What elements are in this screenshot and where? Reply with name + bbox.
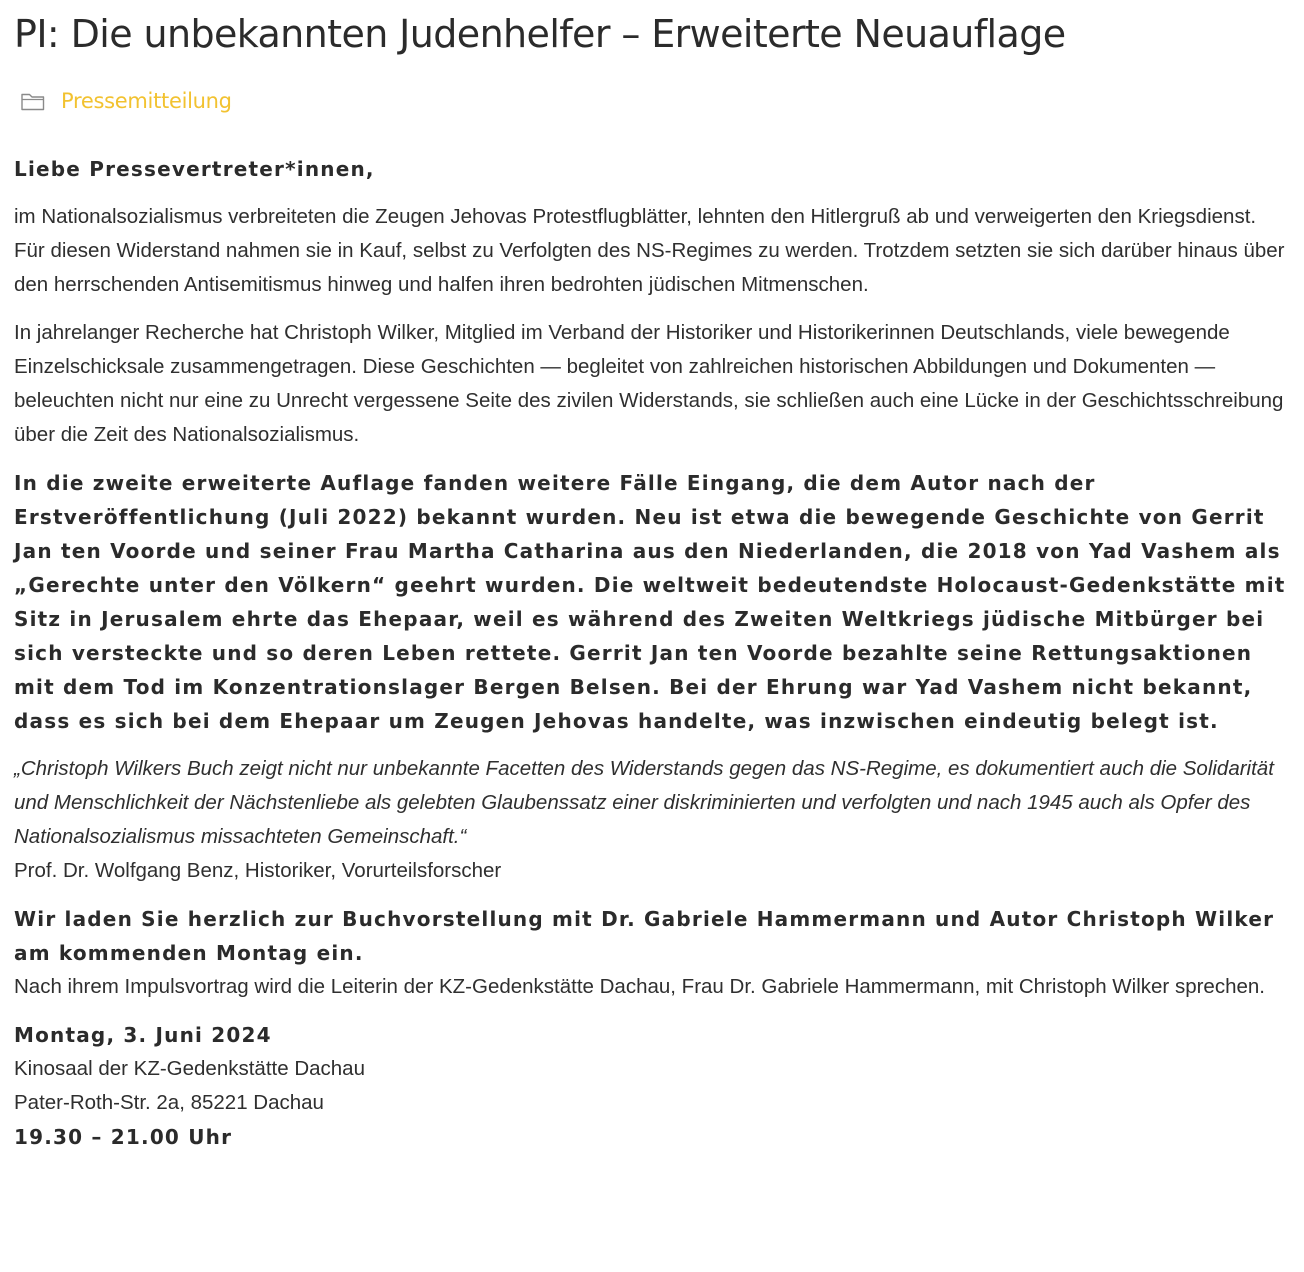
category-link-pressemitteilung[interactable]: Pressemitteilung (61, 89, 232, 113)
salutation: Liebe Pressevertreter*innen, (14, 157, 375, 181)
paragraph-intro: im Nationalsozialismus verbreiteten die Zeugen Jehovas Protestflugblätter, lehnten den Hitlergruß ab und verweigerten den Kriegsdienst. Für diesen Widerstand nahmen sie in Kauf, selbst zu Verfolgten des NS-Regimes zu werden. Trotzdem setzten sie sich darüber hinaus über den herrschenden Antisemitismus hinweg und halfen ihren bedrohten jüdischen Mitmenschen. (14, 205, 1285, 296)
category-meta (14, 86, 1290, 116)
event-venue: Kinosaal der KZ-Gedenkstätte Dachau (14, 1057, 365, 1080)
invitation-text: Nach ihrem Impulsvortrag wird die Leiterin der KZ-Gedenkstätte Dachau, Frau Dr. Gabriele Hammermann, mit Christoph Wilker sprechen. (14, 975, 1265, 998)
quote-author: Prof. Dr. Wolfgang Benz, Historiker, Vorurteilsforscher (14, 859, 502, 882)
event-date: Montag, 3. Juni 2024 (14, 1023, 272, 1047)
quote-block (14, 752, 1290, 888)
invitation-block (14, 902, 1290, 1004)
invitation-heading: Wir laden Sie herzlich zur Buchvorstellung mit Dr. Gabriele Hammermann und Autor Christoph Wilker am kommenden Montag ein. (14, 907, 1275, 965)
paragraph-research: In jahrelanger Recherche hat Christoph Wilker, Mitglied im Verband der Historiker und Historikerinnen Deutschlands, viele bewegende Einzelschicksale zusammengetragen. Diese Geschichten — begleitet von zahlreichen historischen Abbildungen und Dokumenten — beleuchten nicht nur eine zu Unrecht vergessene Seite des zivilen Widerstands, sie schließen auch eine Lücke in der Geschichtsschreibung über die Zeit des Nationalsozialismus. (14, 321, 1284, 446)
event-address: Pater-Roth-Str. 2a, 85221 Dachau (14, 1091, 324, 1114)
folder-icon (20, 90, 46, 112)
page-title: PI: Die unbekannten Judenhelfer – Erweiterte Neuauflage (14, 12, 1066, 56)
event-details (14, 1018, 1290, 1154)
quote-text: „Christoph Wilkers Buch zeigt nicht nur unbekannte Facetten des Widerstands gegen das NS-Regime, es dokumentiert auch die Solidarität und Menschlichkeit der Nächstenliebe als gelebten Glaubenssatz einer diskriminierten und verfolgten und nach 1945 auch als Opfer des Nationalsozialismus missachteten Gemeinschaft.“ (14, 757, 1274, 848)
paragraph-new-edition: In die zweite erweiterte Auflage fanden weitere Fälle Eingang, die dem Autor nach der Erstveröffentlichung (Juli 2022) bekannt wurden. Neu ist etwa die bewegende Geschichte von Gerrit Jan ten Voorde und seiner Frau Martha Catharina aus den Niederlanden, die 2018 von Yad Vashem als „Gerechte unter den Völkern“ geehrt wurden. Die weltweit bedeutendste Holocaust-Gedenkstätte mit Sitz in Jerusalem ehrte das Ehepaar, weil es während des Zweiten Weltkriegs jüdische Mitbürger bei sich versteckte und so deren Leben rettete. Gerrit Jan ten Voorde bezahlte seine Rettungsaktionen mit dem Tod im Konzentrationslager Bergen Belsen. Bei der Ehrung war Yad Vashem nicht bekannt, dass es sich bei dem Ehepaar um Zeugen Jehovas handelte, was inzwischen eindeutig belegt ist. (14, 471, 1286, 733)
event-time: 19.30 – 21.00 Uhr (14, 1125, 233, 1149)
article-body (14, 152, 1290, 1154)
